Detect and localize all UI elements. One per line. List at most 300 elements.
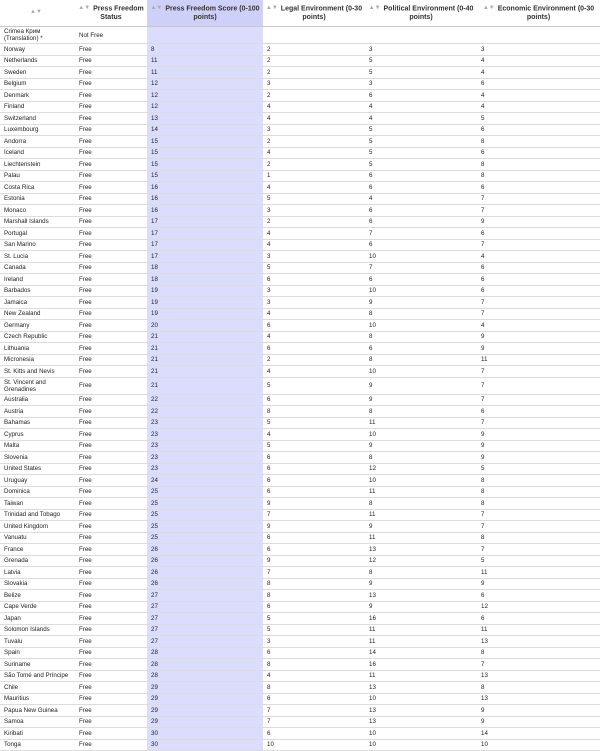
country-cell: Micronesia [0,354,75,366]
legal-cell: 8 [263,578,365,590]
status-cell: Free [75,44,147,56]
status-cell: Free [75,285,147,297]
table-row [0,216,600,228]
country-cell: Estonia [0,193,75,205]
status-cell: Free [75,228,147,240]
score-cell: 21 [147,343,263,355]
status-cell: Free [75,406,147,418]
sort-icon[interactable]: ▲▼ [30,9,42,16]
country-cell: Cyprus [0,429,75,441]
political-cell: 9 [365,394,477,406]
status-cell: Free [75,682,147,694]
country-cell: Taiwan [0,498,75,510]
table-row [0,578,600,590]
economic-cell: 9 [477,429,600,441]
score-cell: 22 [147,406,263,418]
table-row [0,452,600,464]
political-cell: 5 [365,55,477,67]
score-cell: 29 [147,716,263,728]
status-cell: Free [75,216,147,228]
score-cell [147,27,263,44]
score-cell: 21 [147,377,263,394]
table-row [0,601,600,613]
table-row [0,670,600,682]
country-cell: Marshall Islands [0,216,75,228]
legal-cell: 6 [263,343,365,355]
legal-cell: 3 [263,285,365,297]
economic-cell: 3 [477,44,600,56]
country-cell: France [0,544,75,556]
score-cell: 14 [147,124,263,136]
economic-cell: 7 [477,394,600,406]
economic-cell: 5 [477,463,600,475]
economic-cell: 14 [477,728,600,740]
country-cell: Belgium [0,78,75,90]
table-row [0,463,600,475]
country-cell: United States [0,463,75,475]
economic-cell: 9 [477,216,600,228]
economic-cell: 7 [477,417,600,429]
economic-cell: 4 [477,67,600,79]
political-cell: 9 [365,578,477,590]
score-cell: 21 [147,366,263,378]
status-cell: Free [75,308,147,320]
legal-cell: 5 [263,624,365,636]
country-cell: Grenada [0,555,75,567]
table-row [0,555,600,567]
score-cell: 19 [147,308,263,320]
table-row [0,567,600,579]
sort-icon[interactable]: ▲▼ [150,4,163,11]
legal-cell: 7 [263,567,365,579]
political-cell: 11 [365,532,477,544]
table-row [0,147,600,159]
score-cell: 28 [147,670,263,682]
score-cell: 12 [147,78,263,90]
country-cell: Spain [0,647,75,659]
country-cell: United Kingdom [0,521,75,533]
score-cell: 8 [147,44,263,56]
status-cell: Free [75,509,147,521]
political-cell: 12 [365,463,477,475]
political-cell: 10 [365,429,477,441]
political-cell: 5 [365,124,477,136]
table-row [0,440,600,452]
score-cell: 18 [147,274,263,286]
score-cell: 25 [147,532,263,544]
table-row [0,251,600,263]
table-row [0,239,600,251]
column-header-country[interactable] [0,0,75,27]
country-cell: Sweden [0,67,75,79]
status-cell: Free [75,366,147,378]
political-cell: 16 [365,613,477,625]
legal-cell [263,27,365,44]
status-cell: Free [75,601,147,613]
status-cell: Free [75,394,147,406]
country-cell: Vanuatu [0,532,75,544]
legal-cell: 2 [263,136,365,148]
score-cell: 15 [147,147,263,159]
legal-cell: 4 [263,101,365,113]
political-cell: 12 [365,555,477,567]
legal-cell: 6 [263,486,365,498]
political-cell: 6 [365,216,477,228]
score-cell: 18 [147,262,263,274]
political-cell: 6 [365,90,477,102]
status-cell: Free [75,136,147,148]
political-cell: 3 [365,44,477,56]
economic-cell: 4 [477,251,600,263]
score-cell: 29 [147,705,263,717]
legal-cell: 3 [263,78,365,90]
status-cell: Free [75,67,147,79]
economic-cell: 8 [477,170,600,182]
legal-cell: 5 [263,262,365,274]
economic-cell: 9 [477,716,600,728]
table-row [0,377,600,394]
score-cell: 11 [147,67,263,79]
table-row [0,170,600,182]
country-cell: Kiribati [0,728,75,740]
table-row [0,27,600,44]
table-row [0,101,600,113]
political-cell: 9 [365,377,477,394]
status-cell: Free [75,331,147,343]
economic-cell: 5 [477,113,600,125]
table-row [0,544,600,556]
score-cell: 27 [147,636,263,648]
status-cell: Free [75,544,147,556]
country-cell: Malta [0,440,75,452]
economic-cell: 7 [477,239,600,251]
country-cell: Solomon Islands [0,624,75,636]
economic-cell: 9 [477,440,600,452]
country-cell: Germany [0,320,75,332]
table-header [0,0,600,27]
score-cell: 25 [147,498,263,510]
legal-cell: 4 [263,429,365,441]
score-cell: 17 [147,239,263,251]
economic-cell [477,27,600,44]
legal-cell: 4 [263,182,365,194]
legal-cell: 2 [263,44,365,56]
economic-cell: 11 [477,624,600,636]
economic-cell: 7 [477,544,600,556]
political-cell: 8 [365,331,477,343]
country-cell: Latvia [0,567,75,579]
table-row [0,228,600,240]
table-row [0,44,600,56]
political-cell: 8 [365,308,477,320]
political-cell: 9 [365,521,477,533]
country-cell: Slovakia [0,578,75,590]
status-cell: Free [75,354,147,366]
economic-cell: 9 [477,343,600,355]
table-row [0,728,600,740]
country-cell: Czech Republic [0,331,75,343]
country-cell: Dominica [0,486,75,498]
economic-cell: 7 [477,205,600,217]
legal-cell: 3 [263,297,365,309]
score-cell: 21 [147,354,263,366]
table-row [0,636,600,648]
economic-cell: 6 [477,78,600,90]
political-cell: 7 [365,262,477,274]
economic-cell: 6 [477,182,600,194]
country-cell: Japan [0,613,75,625]
country-cell: Belize [0,590,75,602]
table-body [0,27,600,751]
country-cell: Portugal [0,228,75,240]
score-cell: 23 [147,429,263,441]
country-cell: Chile [0,682,75,694]
status-cell: Free [75,159,147,171]
status-cell: Free [75,555,147,567]
table-row [0,285,600,297]
status-cell: Free [75,182,147,194]
political-cell: 6 [365,182,477,194]
table-row [0,354,600,366]
political-cell: 11 [365,624,477,636]
status-cell: Free [75,463,147,475]
legal-cell: 9 [263,555,365,567]
status-cell: Free [75,78,147,90]
score-cell: 27 [147,601,263,613]
country-cell: Crimea Крим (Translation) * [0,27,75,44]
status-cell: Free [75,297,147,309]
country-cell: Cape Verde [0,601,75,613]
country-cell: Netherlands [0,55,75,67]
table-row [0,124,600,136]
status-cell: Free [75,613,147,625]
status-cell: Free [75,320,147,332]
score-cell: 26 [147,544,263,556]
status-cell: Free [75,578,147,590]
table-row [0,394,600,406]
economic-cell: 7 [477,509,600,521]
economic-cell: 8 [477,486,600,498]
legal-cell: 7 [263,705,365,717]
country-cell: St. Kitts and Nevis [0,366,75,378]
political-cell: 11 [365,636,477,648]
legal-cell: 5 [263,193,365,205]
score-cell: 26 [147,567,263,579]
country-cell: Austria [0,406,75,418]
political-cell: 11 [365,670,477,682]
country-cell: Tonga [0,739,75,751]
political-cell: 5 [365,136,477,148]
political-cell: 9 [365,297,477,309]
legal-cell: 8 [263,590,365,602]
status-cell: Free [75,659,147,671]
political-cell: 11 [365,509,477,521]
political-cell: 9 [365,601,477,613]
political-cell: 4 [365,193,477,205]
country-cell: Samoa [0,716,75,728]
sort-icon[interactable]: ▲▼ [482,4,495,11]
legal-cell: 6 [263,274,365,286]
table-row [0,429,600,441]
country-cell: Barbados [0,285,75,297]
table-row [0,113,600,125]
political-cell: 6 [365,239,477,251]
score-cell: 23 [147,440,263,452]
economic-cell: 6 [477,228,600,240]
table-row [0,521,600,533]
legal-cell: 6 [263,601,365,613]
score-cell: 27 [147,624,263,636]
status-cell: Free [75,417,147,429]
legal-cell: 2 [263,90,365,102]
political-cell: 4 [365,101,477,113]
column-header-status[interactable]: ▲▼ Press Freedom Status [75,0,147,27]
country-cell: Australia [0,394,75,406]
status-cell: Free [75,90,147,102]
sort-icon[interactable]: ▲▼ [265,4,278,11]
score-cell: 25 [147,509,263,521]
sort-icon[interactable]: ▲▼ [78,4,91,11]
status-cell: Free [75,521,147,533]
economic-cell: 11 [477,567,600,579]
table-row [0,182,600,194]
table-row [0,486,600,498]
political-cell: 16 [365,659,477,671]
economic-cell: 7 [477,659,600,671]
economic-cell: 7 [477,193,600,205]
economic-cell: 7 [477,377,600,394]
legal-cell: 8 [263,659,365,671]
economic-cell: 12 [477,601,600,613]
legal-cell: 10 [263,739,365,751]
column-header-score[interactable]: ▲▼ Press Freedom Score (0-100 points) [147,0,263,27]
table-row [0,331,600,343]
status-cell: Free [75,205,147,217]
score-cell: 30 [147,728,263,740]
economic-cell: 13 [477,670,600,682]
status-cell: Free [75,251,147,263]
score-cell: 25 [147,521,263,533]
legal-cell: 6 [263,320,365,332]
country-cell: Suriname [0,659,75,671]
political-cell: 5 [365,147,477,159]
economic-cell: 6 [477,124,600,136]
political-cell: 10 [365,320,477,332]
score-cell: 15 [147,136,263,148]
status-cell: Free [75,55,147,67]
political-cell: 3 [365,78,477,90]
country-cell: Palau [0,170,75,182]
legal-cell: 6 [263,452,365,464]
political-cell: 5 [365,159,477,171]
political-cell: 13 [365,682,477,694]
economic-cell: 9 [477,452,600,464]
legal-cell: 4 [263,308,365,320]
status-cell: Free [75,440,147,452]
political-cell: 10 [365,285,477,297]
legal-cell: 7 [263,509,365,521]
status-cell: Free [75,193,147,205]
political-cell: 8 [365,354,477,366]
economic-cell: 6 [477,613,600,625]
economic-cell: 8 [477,475,600,487]
country-cell: Costa Rica [0,182,75,194]
political-cell: 8 [365,452,477,464]
score-cell: 13 [147,113,263,125]
status-cell: Free [75,274,147,286]
legal-cell: 4 [263,113,365,125]
score-cell: 19 [147,285,263,297]
political-cell: 11 [365,417,477,429]
status-cell: Free [75,377,147,394]
sort-icon[interactable]: ▲▼ [368,4,381,11]
table-row [0,613,600,625]
legal-cell: 4 [263,228,365,240]
column-header-legal[interactable]: ▲▼ Legal Environment (0-30 points) [263,0,365,27]
status-cell: Free [75,716,147,728]
political-cell: 11 [365,486,477,498]
table-row [0,532,600,544]
score-cell: 16 [147,205,263,217]
economic-cell: 8 [477,159,600,171]
country-cell: São Tomé and Príncipe [0,670,75,682]
table-row [0,498,600,510]
table-row [0,159,600,171]
economic-cell: 9 [477,705,600,717]
political-cell: 6 [365,170,477,182]
score-cell: 17 [147,228,263,240]
country-cell: Mauritius [0,693,75,705]
status-cell: Free [75,113,147,125]
economic-cell: 7 [477,308,600,320]
legal-cell: 4 [263,366,365,378]
status-cell: Free [75,624,147,636]
column-header-political[interactable]: ▲▼ Political Environment (0-40 points) [365,0,477,27]
legal-cell: 2 [263,354,365,366]
political-cell: 8 [365,498,477,510]
political-cell: 4 [365,113,477,125]
score-cell: 23 [147,452,263,464]
country-cell: Tuvalu [0,636,75,648]
economic-cell: 7 [477,297,600,309]
column-header-economic[interactable]: ▲▼ Economic Environment (0-30 points) [477,0,600,27]
score-cell: 12 [147,101,263,113]
legal-cell: 4 [263,147,365,159]
score-cell: 28 [147,659,263,671]
country-cell: Switzerland [0,113,75,125]
table-row [0,193,600,205]
status-cell: Free [75,239,147,251]
economic-cell: 6 [477,590,600,602]
status-cell: Free [75,101,147,113]
score-cell: 12 [147,90,263,102]
legal-cell: 6 [263,475,365,487]
political-cell: 10 [365,366,477,378]
score-cell: 29 [147,693,263,705]
legal-cell: 6 [263,693,365,705]
status-cell: Free [75,567,147,579]
status-cell: Free [75,486,147,498]
legal-cell: 9 [263,521,365,533]
country-cell: Monaco [0,205,75,217]
legal-cell: 6 [263,463,365,475]
political-cell: 7 [365,228,477,240]
legal-cell: 2 [263,67,365,79]
economic-cell: 5 [477,555,600,567]
score-cell: 16 [147,193,263,205]
political-cell: 6 [365,274,477,286]
legal-cell: 6 [263,394,365,406]
